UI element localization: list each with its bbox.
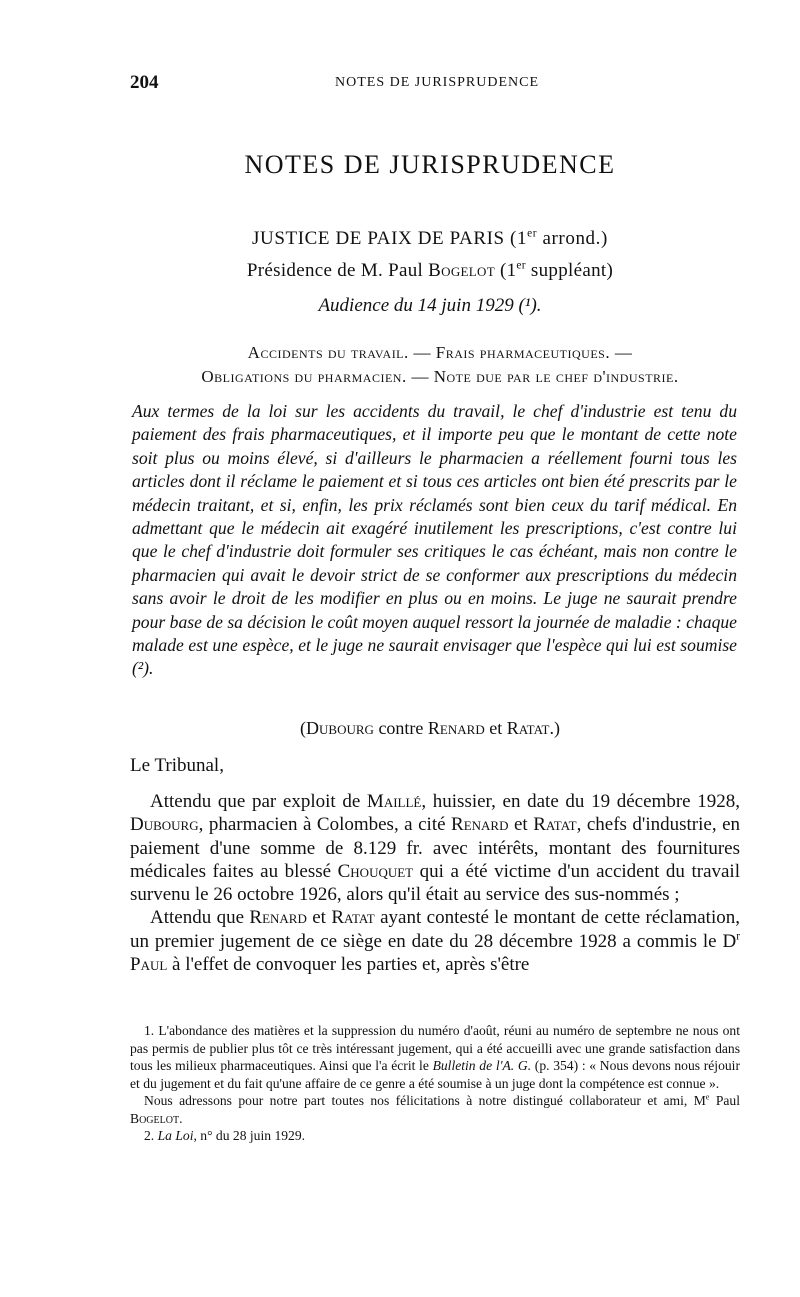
footnote-sup: e: [705, 1092, 710, 1102]
parties-close: .): [549, 718, 560, 738]
footnote-text: Paul: [709, 1093, 740, 1108]
body-paragraph-2: [130, 906, 740, 976]
defendant-name: Renard: [451, 814, 509, 836]
presidency-text: Présidence de M. Paul: [246, 260, 429, 281]
keywords-line-2: Obligations du pharmacien. — Note due par le chef d'industrie.: [201, 367, 679, 386]
bailiff-name: Maillé: [366, 791, 422, 812]
plaintiff-name: Dubourg: [306, 718, 374, 738]
presidency-sup: er: [516, 259, 526, 272]
defendant-name: Ratat: [533, 814, 577, 836]
presiding-judge-name: Bogelot: [428, 260, 495, 281]
doctor-name: Paul: [130, 954, 168, 976]
court-heading: [130, 228, 730, 250]
case-parties: [130, 718, 730, 739]
footnote-citation: Bulletin de l'A. G.: [432, 1058, 532, 1073]
footnote-text: Nous adressons pour notre part toutes nos félicitations à notre distingué collaborateur et ami, M: [144, 1093, 706, 1108]
footnote-text: 2.: [144, 1128, 158, 1143]
footnote-1: [130, 1022, 740, 1092]
body-text: Attendu que par exploit de: [150, 791, 367, 812]
footnote-1-continued: [130, 1092, 740, 1127]
defendant-name: Renard: [249, 907, 307, 929]
defendant-name-1: Renard: [427, 718, 485, 738]
body-text: Attendu que: [150, 907, 250, 929]
body-text: ayant contesté le montant de cette réclamation, un premier jugement de ce siège en date du 28 décembre 1928 a commis le D: [130, 907, 740, 952]
body-text: et: [508, 814, 534, 836]
case-summary: Aux termes de la loi sur les accidents du travail, le chef d'industrie est tenu du paiement des frais pharmaceutiques, et il importe peu que le montant de cette note soit plus ou moins élevé, si d'ailleurs le pharmacien a réellement fourni tous les articles dont il réclame le paiement et si tous ces articles ont bien été prescrits par le médecin traitant, et si, enfin, les prix réclamés sont bien ceux du tarif médical. En admettant que le médecin ait exagéré inutilement les prescriptions, c'est contre lui que le chef d'industrie doit formuler ses critiques le cas échéant, mais non contre le pharmacien qui avait le devoir strict de se conformer aux prescriptions du médecin sans avoir le droit de les modifier en plus ou en moins. Le juge ne saurait prendre pour base de sa décision le coût moyen auquel ressort la journée de maladie : chaque malade est une espèce, et le juge ne saurait envisager que l'espèce qui lui est soumise (²).: [132, 401, 737, 679]
page-number: 204: [130, 72, 159, 93]
body-text: à l'effet de convoquer les parties et, après s'être: [167, 954, 530, 976]
doctor-abbrev-sup: r: [736, 930, 740, 943]
judgment-body: [130, 790, 740, 976]
footnotes: [130, 1022, 740, 1145]
footnote-text: , n° du 28 juin 1929.: [193, 1128, 306, 1143]
footnote-text: .: [179, 1110, 183, 1126]
defendant-name: Ratat: [331, 907, 375, 929]
presidency-line: [130, 260, 730, 282]
body-text: , chefs d'industrie, en paiement d'une somme de 8.129 fr. avec intérêts, montant des fournitures médicales faites au blessé: [130, 814, 741, 882]
plaintiff-name: Dubourg: [130, 814, 199, 836]
injured-worker-name: Chouquet: [337, 860, 414, 882]
tribunal-heading: Le Tribunal,: [130, 755, 224, 776]
footnote-2: [130, 1127, 740, 1145]
footnote-citation: La Loi: [157, 1128, 194, 1143]
keywords-line-1: Accidents du travail. — Frais pharmaceutiques. —: [247, 343, 633, 362]
presidency-text-end: suppléant): [525, 260, 614, 281]
parties-et: et: [484, 718, 507, 738]
collaborator-name: Bogelot: [130, 1110, 180, 1126]
parties-contre: contre: [373, 718, 428, 738]
body-text: , pharmacien à Colombes, a cité: [198, 814, 452, 836]
court-heading-text: JUSTICE DE PAIX DE PARIS (1: [252, 228, 528, 249]
presidency-text-mid: (1: [494, 260, 517, 281]
body-text: qui a été victime d'un accident du travail survenu le 26 octobre 1926, alors qu'il était au service des sus-nommés ;: [130, 860, 740, 906]
parties-open: (: [300, 718, 307, 738]
court-heading-sup: er: [527, 227, 538, 240]
running-header: [130, 72, 740, 96]
running-title: NOTES DE JURISPRUDENCE: [335, 75, 540, 90]
section-title: NOTES DE JURISPRUDENCE: [244, 150, 616, 179]
body-text: , huissier, en date du 19 décembre 1928,: [421, 791, 741, 812]
audience-date: Audience du 14 juin 1929 (¹).: [318, 295, 542, 316]
body-paragraph-1: [130, 790, 740, 906]
footnote-text: (p. 354) : « Nous devons nous réjouir et du jugement et du fait qu'une affaire de ce genre a été soumise à un juge dont la compétence est connue ».: [130, 1058, 740, 1091]
defendant-name-2: Ratat: [506, 718, 550, 738]
court-heading-text-end: arrond.): [537, 228, 608, 249]
footnote-text: 1. L'abondance des matières et la suppression du numéro d'août, réuni au numéro de septembre ne nous ont pas permis de publier plus tôt ce très intéressant jugement, qui a été accueilli avec une grande satisfaction dans tous les milieux pharmaceutiques. Ainsi que l'a écrit le: [130, 1023, 740, 1073]
body-text: et: [306, 907, 332, 929]
